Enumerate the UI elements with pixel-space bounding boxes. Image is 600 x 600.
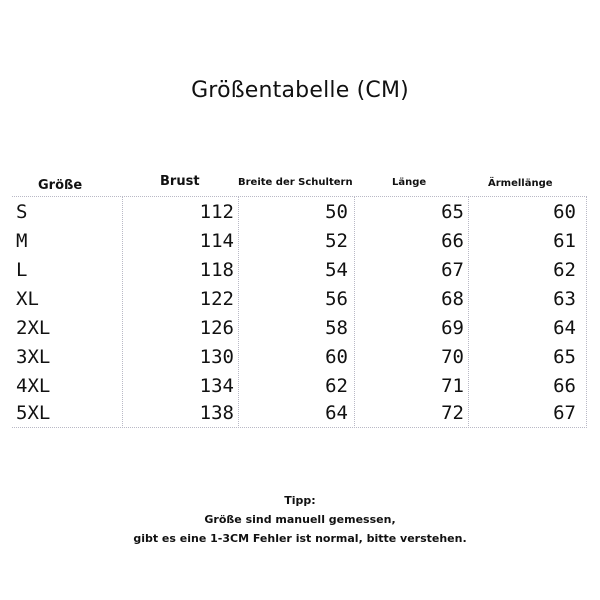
table-row [12,285,587,314]
table-row [12,399,587,428]
cell-sleeve: 64 [553,317,576,339]
cell-chest: 126 [199,317,234,339]
cell-sleeve: 63 [553,288,576,310]
tip-line-1: Größe sind manuell gemessen, [204,513,396,526]
cell-shoulder: 52 [325,230,348,252]
cell-size: 2XL [16,317,51,339]
table-row [12,256,587,285]
cell-size: M [16,230,28,252]
cell-length: 65 [441,201,464,223]
cell-sleeve: 65 [553,346,576,368]
cell-shoulder: 60 [325,346,348,368]
cell-length: 66 [441,230,464,252]
cell-size: XL [16,288,39,310]
header-length: Länge [392,177,427,188]
page-title: Größentabelle (CM) [191,78,409,103]
cell-size: L [16,259,28,281]
cell-length: 71 [441,375,464,397]
table-row [12,343,587,372]
tip-heading: Tipp: [284,494,316,507]
cell-shoulder: 64 [325,402,348,424]
cell-size: S [16,201,28,223]
cell-chest: 122 [199,288,234,310]
cell-chest: 118 [199,259,234,281]
cell-length: 68 [441,288,464,310]
cell-chest: 138 [199,402,234,424]
header-shoulder: Breite der Schultern [238,177,353,188]
cell-shoulder: 56 [325,288,348,310]
cell-size: 5XL [16,402,51,424]
table-row [12,227,587,256]
cell-shoulder: 62 [325,375,348,397]
table-row [12,372,587,401]
cell-length: 70 [441,346,464,368]
cell-shoulder: 50 [325,201,348,223]
cell-sleeve: 60 [553,201,576,223]
cell-length: 72 [441,402,464,424]
cell-chest: 130 [199,346,234,368]
size-table [12,172,587,428]
cell-sleeve: 67 [553,402,576,424]
tip-line-2: gibt es eine 1-3CM Fehler ist normal, bitte verstehen. [133,532,467,545]
header-size: Größe [38,178,83,193]
cell-chest: 114 [199,230,234,252]
header-chest: Brust [160,174,200,189]
cell-shoulder: 58 [325,317,348,339]
cell-length: 69 [441,317,464,339]
table-row [12,314,587,343]
cell-shoulder: 54 [325,259,348,281]
cell-size: 3XL [16,346,51,368]
cell-size: 4XL [16,375,51,397]
cell-chest: 112 [199,201,234,223]
cell-chest: 134 [199,375,234,397]
cell-sleeve: 62 [553,259,576,281]
header-sleeve: Ärmellänge [488,178,553,189]
cell-sleeve: 66 [553,375,576,397]
cell-length: 67 [441,259,464,281]
cell-sleeve: 61 [553,230,576,252]
table-row [12,198,587,227]
